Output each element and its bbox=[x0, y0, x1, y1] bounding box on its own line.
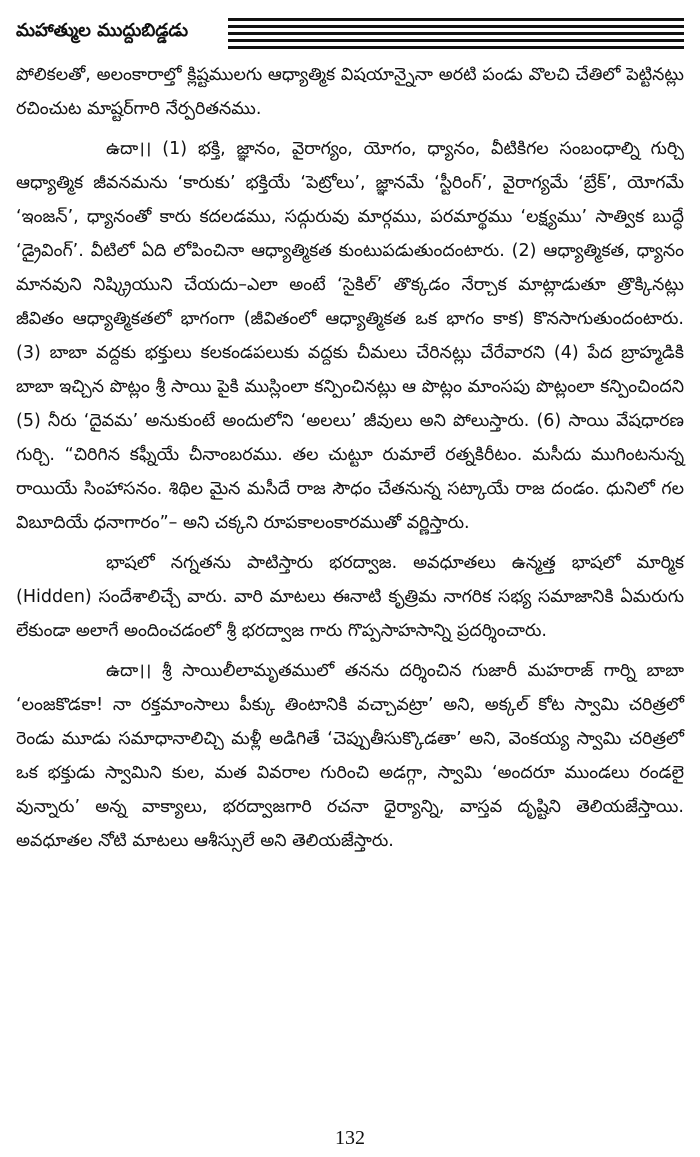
body-text bbox=[16, 58, 684, 858]
running-title: మహాత్ముల ముద్దుబిడ్డడు bbox=[16, 20, 189, 41]
header-rule bbox=[228, 18, 684, 21]
header-rule bbox=[228, 46, 684, 49]
paragraph: పోలికలతో, అలంకారాల్తో క్లిష్టములగు ఆధ్యాత్మిక విషయాన్నైనా అరటి పండు వొలచి చేతిలో పెట్టినట్లు రచించుట మాష్టర్‌గారి నేర్పరితనము. bbox=[16, 65, 684, 119]
header-rule bbox=[228, 25, 684, 28]
header-rule bbox=[228, 39, 684, 42]
paragraph: భాషలో నగ్నతను పాటిస్తారు భరద్వాజ. అవధూతలు ఉన్మత్త భాషలో మార్మిక (Hidden) సందేశాలిచ్చే వారు. వారి మాటలు ఈనాటి కృత్రిమ నాగరిక సభ్య సమాజానికి ఏమరుగు లేకుండా అలాగే అందించడంలో శ్రీ భరద్వాజ గారు గొప్పసాహసాన్ని ప్రదర్శించారు. bbox=[16, 553, 684, 641]
paragraph: ఉదా।। (1) భక్తి, జ్ఞానం, వైరాగ్యం, యోగం, ధ్యానం, వీటికిగల సంబంధాల్ని గుర్చి ఆధ్యాత్మిక జీవనమను ‘కారుకు’ భక్తియే ‘పెట్రోలు’, జ్ఞానమే ‘స్టీరింగ్’, వైరాగ్యమే ‘బ్రేక్’, యోగమే ‘ఇంజన్’, ధ్యానంతో కారు కదలడము, సద్గురువు మార్గము, పరమార్థము ‘లక్ష్యము’ సాత్విక బుద్ధే ‘డ్రైవింగ్’. వీటిలో ఏది లోపించినా ఆధ్యాత్మికత కుంటుపడుతుందంటారు. (2) ఆధ్యాత్మికత, ధ్యానం మానవుని నిష్క్రియుని చేయదు–ఎలా అంటే ‘సైకిల్’ తొక్కడం నేర్చాక మాట్లాడుతూ త్రొక్కినట్లు జీవితం ఆధ్యాత్మికతలో భాగంగా (జీవితంలో ఆధ్యాత్మికత ఒక భాగం కాక) కొనసాగుతుందంటారు. (3) బాబా వద్దకు భక్తులు కలకండపలుకు వద్దకు చీమలు చేరినట్లు చేరేవారని (4) పేద బ్రాహ్మడికి బాబా ఇచ్చిన పొట్లం శ్రీ సాయి పైకి ముస్లింలా కన్పించినట్లు ఆ పొట్లం మాంసపు పొట్లంలా కన్పించిందని (5) నీరు ‘దైవమ’ అనుకుంటే అందులోని ‘అలలు’ జీవులు అని పోలుస్తారు. (6) సాయి వేషధారణ గుర్చి. “చిరిగిన కఫ్నీయే చీనాంబరము. తల చుట్టూ రుమాలే రత్నకిరీటం. మసీదు ముగింటనున్న రాయియే సింహాసనం. శిథిల మైన మసీదే రాజ సౌధం చేతనున్న సట్కాయే రాజ దండం. ధునిలో గల విబూదియే ధనాగారం”– అని చక్కని రూపకాలంకారముతో వర్ణిస్తారు. bbox=[16, 139, 684, 533]
header-rule bbox=[228, 32, 684, 35]
page-header bbox=[16, 12, 684, 56]
paragraph: ఉదా।। శ్రీ సాయిలీలామృతములో తనను దర్శించిన గుజారీ మహరాజ్ గార్ని బాబా ‘లంజకొడకా! నా రక్తమాంసాలు పీక్కు తింటానికి వచ్చావట్రా’ అని, అక్కల్ కోట స్వామి చరిత్రలో రెండు మూడు సమాధానాలిచ్చి మళ్లీ అడిగితే ‘చెప్పుతీసుక్కొడతా’ అని, వెంకయ్య స్వామి చరిత్రలో ఒక భక్తుడు స్వామిని కుల, మత వివరాల గురించి అడగ్గా, స్వామి ‘అందరూ ముండలు రండలై వున్నారు’ అన్న వాక్యాలు, భరద్వాజగారి రచనా ధైర్యాన్ని, వాస్తవ దృష్టిని తెలియజేస్తాయి. అవధూతల నోటి మాటలు ఆశీస్సులే అని తెలియజేస్తారు. bbox=[16, 661, 684, 851]
header-rules bbox=[228, 18, 684, 53]
page-number: 132 bbox=[335, 1127, 365, 1149]
